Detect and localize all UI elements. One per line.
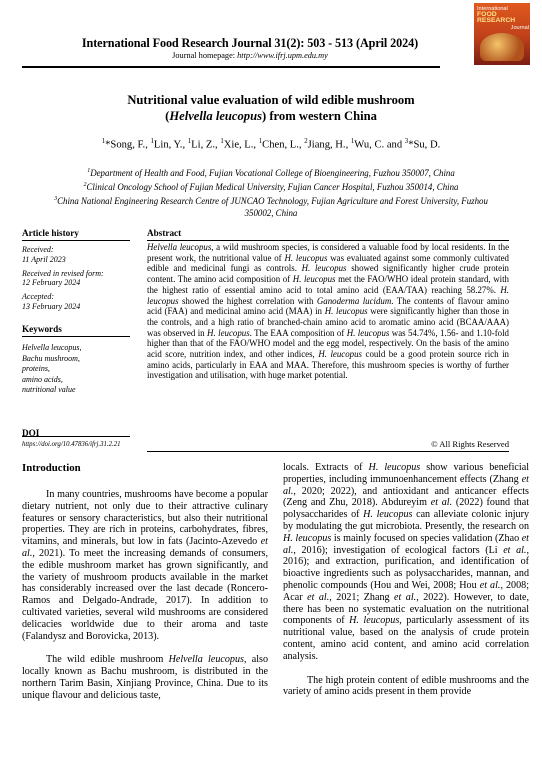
doi-rule [22, 436, 130, 437]
article-history [22, 228, 130, 312]
author-affiliation-mark: 1 [220, 138, 224, 145]
homepage-link[interactable]: http://www.ifrj.upm.edu.my [237, 51, 328, 60]
keyword: Helvella leucopus, [22, 343, 82, 352]
intro-paragraph: In many countries, mushrooms have become a popular dietary nutrient, not only due to their attractive culinary features or sensory characteristics, but also their nutritional properties. They are rich in proteins, carbohydrates, fibres, vitamins, and minerals, but low in fats (Jacinto-Azevedo et al., 2021). To meet the increasing demands of consumers, the edible mushroom market has grown significantly, and the variety of mushroom products available in the market has considerably increased over the last decade (Roncero-Ramos and Delgado-Andrade, 2017). In addition to cultivated varieties, several wild mushrooms are considered delicacies worldwide due to their aroma and taste (Falandysz and Borovicka, 2013). [22, 489, 268, 642]
author-affiliation-mark: 2 [304, 138, 308, 145]
author-name: Xie, L., [223, 139, 259, 151]
received-date: 11 April 2023 [22, 254, 66, 264]
journal-logo [474, 3, 530, 65]
abstract-rule [147, 240, 509, 241]
revised-label: Received in revised form: [22, 268, 104, 278]
author-name: Jiang, H., [307, 139, 351, 151]
homepage-label: Journal homepage: [172, 51, 238, 60]
abstract-text: Helvella leucopus, a wild mushroom species, is considered a valuable food by local residents. In the present work, the nutritional value of H. leucopus was evaluated against some commonly cultivated edible and medicinal fungi as controls. H. leucopus showed significantly higher crude protein content. The amino acid composition of H. leucopus met the FAO/WHO ideal protein standard, with the highest ratio of essential amino acid to total amino acid (EAA/TAA) reaching 58.27%. H. leucopus showed the highest correlation with Ganoderma lucidum. The contents of flavour amino acid (FAA) and medicinal amino acid (MAA) in H. leucopus were significantly higher than those in the controls, and a high ratio of branched-chain amino acid to aromatic amino acid (BCAA/AAA) was observed in H. leucopus. The EAA composition of H. leucopus was 54.74%, 1.56- and 1.10-fold higher than that of the FAO/WHO model and the egg model, respectively. On the basis of the amino acid score, nutrition index, and other indices, H. leucopus could be a good protein source rich in amino acids, particularly in EAA and MAA. Therefore, this mushroom species is worthy of further investigation and utilisation, with huge market potential. [147, 242, 510, 381]
logo-line3: Journal [510, 24, 529, 31]
affiliation: $^2$Clinical Oncology School of Fujian Medical University, Fujian Cancer Hospital, Fuzhou 350014, China [83, 181, 459, 192]
keyword: proteins, [22, 364, 50, 374]
title-line2: (Helvella leucopus) from western China [165, 108, 377, 123]
copyright-notice: © All Rights Reserved [431, 439, 509, 449]
author-name: Li, Z., [191, 139, 221, 151]
doi-heading: DOI [22, 428, 40, 438]
author-affiliation-mark: 1 [101, 138, 106, 145]
author-name: Wu, C. and [354, 139, 405, 151]
affiliation-list [40, 165, 502, 219]
introduction-heading: Introduction [22, 462, 81, 474]
logo-line2: FOOD RESEARCH [477, 11, 516, 25]
keyword: Bachu mushroom, [22, 353, 80, 363]
author-name: Chen, L., [262, 139, 305, 151]
accepted-date: 13 February 2024 [22, 301, 81, 311]
author-affiliation-mark: 1 [187, 138, 192, 145]
intro-paragraph: The wild edible mushroom Helvella leucopus, also locally known as Bachu mushroom, is distributed in the northern Tarim Basin, Xinjiang Province, China. Due to its unique flavour and delicious taste, [22, 654, 269, 701]
accepted-label: Accepted: [22, 292, 54, 302]
keyword: nutritional value [22, 385, 76, 395]
intro-paragraph: locals. Extracts of H. leucopus show various beneficial properties, including immunoenhancement effects (Zhang et al., 2020; 2022), and antioxidant and anticancer effects (Zeng and Zhu, 2018). Abdureyim et al. (2022) found that polysaccharides of H. leucopus can alleviate colonic injury by modulating the gut microbiota. Presently, the research on H. leucopus is mainly focused on species validation (Zhao et al., 2016); investigation of ecological factors (Li et al., 2016); and extraction, purification, and identification of bioactive ingredients such as polysaccharides, mannan, and phenolic compounds (Hou and Wei, 2008; Hou et al., 2008; Acar et al., 2021; Zhang et al., 2022). However, to date, there has been no systematic evaluation on the nutritional components of H. leucopus, particularly assessment of its nutritional value, based on the analysis of crude protein content, amino acid content, and amino acid correlation analysis. [283, 462, 530, 662]
revised-date: 12 February 2024 [22, 278, 81, 288]
body-column-right [283, 462, 529, 698]
title-species: Helvella leucopus [169, 108, 263, 123]
rights-rule [147, 451, 509, 452]
author-affiliation-mark: 3 [404, 138, 409, 145]
keywords-section [22, 324, 130, 396]
author-list [40, 138, 502, 151]
body-column-left [22, 489, 268, 702]
author-name: *Song, F., [105, 139, 151, 151]
intro-paragraph: The high protein content of edible mushrooms and the variety of amino acids present in them provide [283, 674, 529, 698]
title-line1: Nutritional value evaluation of wild edible mushroom [127, 93, 415, 107]
author-name: Lin, Y., [153, 139, 188, 151]
journal-title: International Food Research Journal 31(2): 503 - 513 (April 2024) [81, 36, 419, 50]
affiliation: $^1$Department of Health and Food, Fujian Vocational College of Bioengineering, Fuzhou 350007, China [87, 167, 455, 178]
title-line2-rest: from western China [266, 108, 377, 123]
received-label: Received: [22, 245, 54, 254]
mushroom-logo-image [480, 33, 524, 61]
header-rule [22, 66, 440, 68]
keywords-heading: Keywords [22, 324, 62, 334]
author-name: *Su, D. [408, 139, 441, 151]
author-affiliation-mark: 1 [150, 138, 154, 145]
abstract-heading: Abstract [147, 228, 182, 238]
author-affiliation-mark: 1 [258, 138, 263, 145]
article-history-heading: Article history [22, 228, 79, 238]
logo-line1: International [477, 6, 508, 12]
doi-link[interactable]: https://doi.org/10.47836/ifrj.31.2.21 [22, 441, 121, 448]
keyword: amino acids, [22, 374, 63, 384]
author-affiliation-mark: 1 [350, 138, 355, 145]
affiliation: $^3$China National Engineering Research Centre of JUNCAO Technology, Fujian Agriculture and Forest University, Fuzhou 350002, China [54, 195, 488, 218]
article-title [40, 93, 502, 124]
journal-homepage [30, 51, 470, 60]
